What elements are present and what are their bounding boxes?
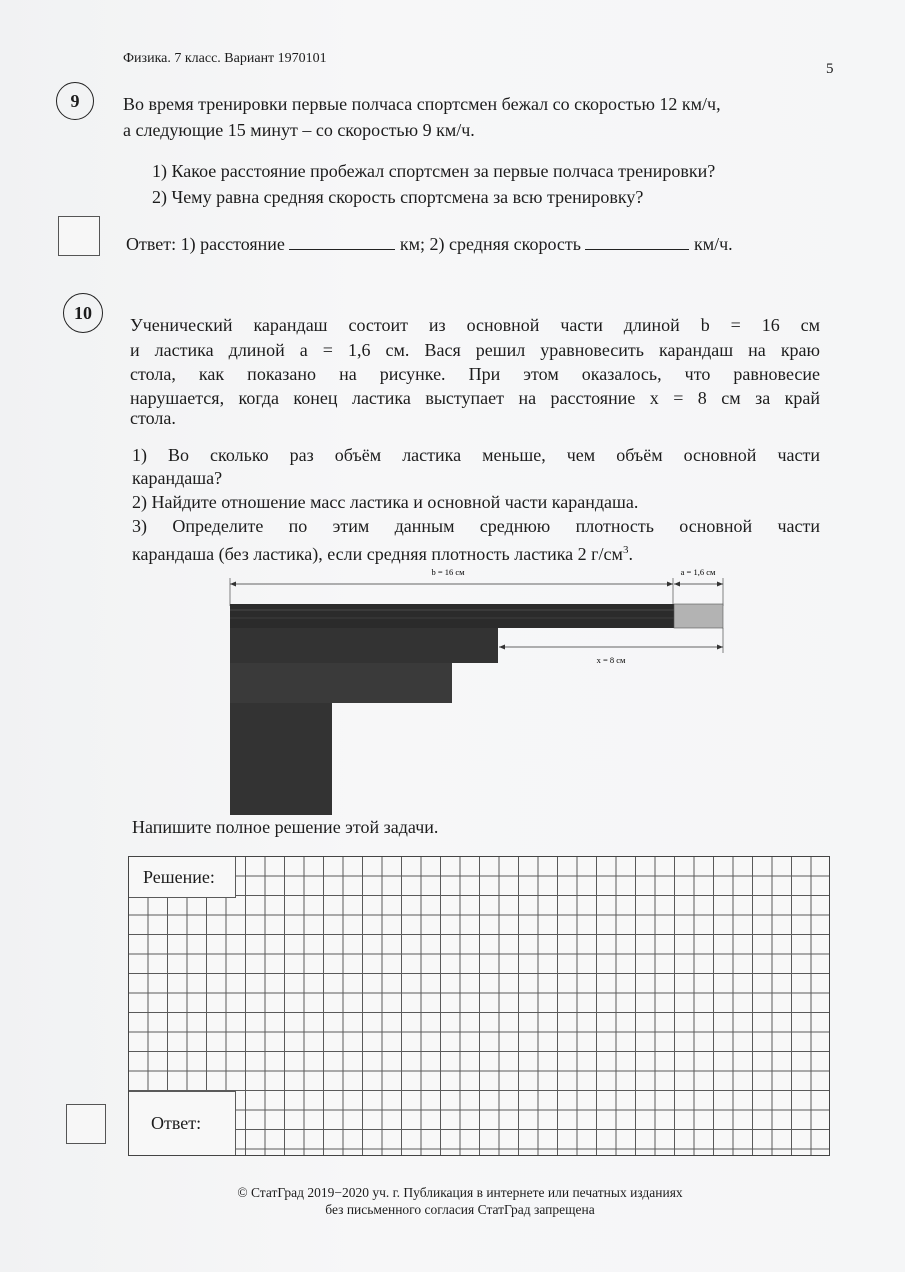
q9-answer-unit-km: км;	[399, 234, 426, 254]
solution-label-text: Решение:	[143, 866, 215, 887]
answer-label-text: Ответ:	[151, 1113, 202, 1133]
page-header: Физика. 7 класс. Вариант 1970101	[123, 51, 327, 66]
question-10-number-text: 10	[74, 302, 92, 323]
q10-line-5: стола.	[130, 408, 176, 428]
q10-line-2: и ластика длиной a = 1,6 см. Вася решил уравновесить карандаш на краю	[130, 340, 820, 360]
q9-answer-speed-field[interactable]	[585, 233, 689, 250]
q10-item-3b-sup: 3	[622, 544, 629, 556]
question-9-number	[56, 82, 94, 120]
q10-item-3b-end: .	[628, 544, 633, 564]
table-step-top	[230, 628, 498, 663]
dim-arrow-x-left	[499, 645, 505, 650]
q9-item-1: 1) Какое расстояние пробежал спортсмен за первые полчаса тренировки?	[152, 161, 716, 181]
label-b: b = 16 см	[431, 567, 465, 577]
q9-answer-mid: 2) средняя скорость	[429, 234, 581, 254]
dim-arrow-b-left	[230, 582, 236, 587]
table-step-bottom	[230, 703, 332, 815]
dim-arrow-a-right	[717, 582, 723, 587]
q10-line-3: стола, как показано на рисунке. При этом оказалось, что равновесие	[130, 364, 820, 384]
q9-line-1: Во время тренировки первые полчаса спортсмен бежал со скоростью 12 км/ч,	[123, 94, 721, 114]
solution-grid[interactable]	[128, 856, 830, 1156]
q10-item-3a: 3) Определите по этим данным среднюю плотность основной части	[132, 516, 820, 536]
dim-arrow-a-left	[674, 582, 680, 587]
score-box-q9[interactable]	[58, 216, 100, 256]
pencil-main-part	[230, 604, 674, 628]
solution-label	[129, 857, 236, 898]
instruction-text: Напишите полное решение этой задачи.	[132, 817, 439, 837]
q9-line-2: а следующие 15 минут – со скоростью 9 км/ч.	[123, 120, 475, 140]
q10-line-4: нарушается, когда конец ластика выступает на расстояние x = 8 см за край	[130, 388, 820, 408]
label-x: x = 8 см	[596, 655, 626, 665]
q10-item-2: 2) Найдите отношение масс ластика и основной части карандаша.	[132, 492, 639, 512]
q9-answer-prefix: Ответ: 1) расстояние	[126, 234, 285, 254]
q9-answer-unit-kmh: км/ч.	[693, 234, 733, 254]
q9-answer-line	[126, 232, 733, 256]
dim-arrow-x-right	[717, 645, 723, 650]
q9-answer-distance-field[interactable]	[289, 233, 395, 250]
q9-item-2: 2) Чему равна средняя скорость спортсмена за всю тренировку?	[152, 187, 644, 207]
answer-label	[129, 1091, 236, 1155]
footer	[150, 1184, 770, 1218]
footer-line-1: © СтатГрад 2019−2020 уч. г. Публикация в интернете или печатных изданиях	[237, 1185, 683, 1200]
q10-item-1b: карандаша?	[132, 468, 223, 488]
q10-line-1: Ученический карандаш состоит из основной части длиной b = 16 см	[130, 315, 820, 335]
pencil-eraser	[674, 604, 723, 628]
q10-item-3b-text: карандаша (без ластика), если средняя плотность ластика 2 г/см	[132, 544, 623, 564]
dim-arrow-b-right	[667, 582, 673, 587]
question-10-number	[63, 293, 103, 333]
q10-item-1a: 1) Во сколько раз объём ластика меньше, чем объём основной части	[132, 445, 820, 465]
footer-line-2: без письменного согласия СтатГрад запрещена	[325, 1202, 595, 1217]
label-a: a = 1,6 см	[680, 567, 716, 577]
table-step-middle	[230, 663, 452, 703]
score-box-q10[interactable]	[66, 1104, 106, 1144]
question-9-number-text: 9	[70, 90, 80, 111]
page-number: 5	[826, 61, 834, 77]
pencil-balance-figure	[225, 560, 735, 815]
